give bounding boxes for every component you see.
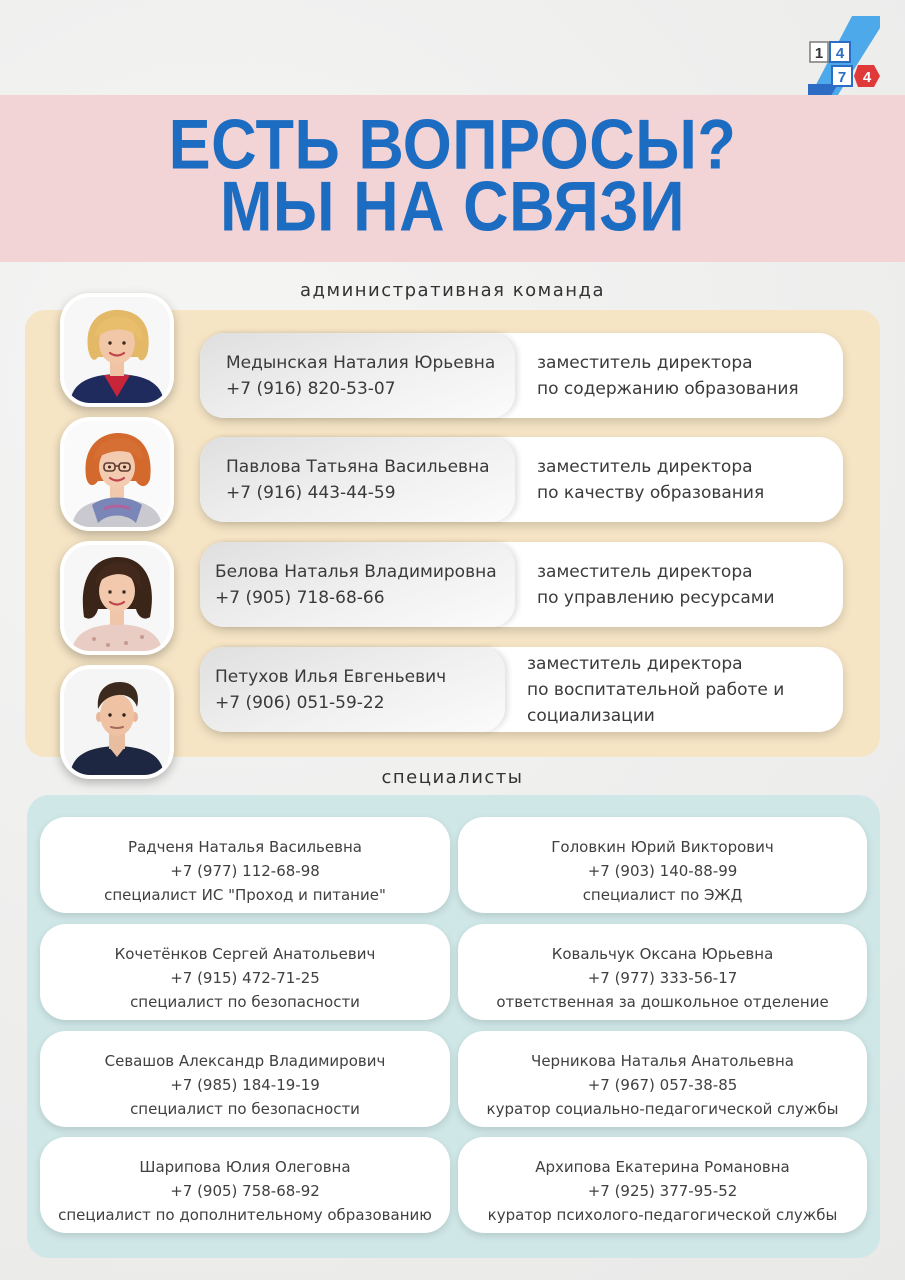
contact-position: специалист по безопасности: [130, 1100, 360, 1118]
contact-position: специалист ИС "Проход и питание": [104, 886, 386, 904]
specialist-card: [458, 1031, 867, 1127]
position-line: социализации: [527, 705, 655, 726]
contact-name: Радченя Наталья Васильевна: [128, 838, 362, 856]
contact-name: Кочетёнков Сергей Анатольевич: [114, 945, 376, 963]
portrait-photo: [64, 545, 170, 651]
contact-phone: +7 (916) 443-44-59: [226, 482, 396, 503]
portrait-photo: [64, 669, 170, 775]
contact-phone: +7 (967) 057-38-85: [587, 1076, 738, 1094]
portrait-photo: [64, 297, 170, 403]
position-panel: [537, 437, 764, 522]
contact-name: Шарипова Юлия Олеговна: [139, 1158, 351, 1176]
contact-phone: +7 (916) 820-53-07: [226, 378, 396, 399]
contact-phone: +7 (915) 472-71-25: [170, 969, 320, 987]
name-phone-panel: [200, 647, 505, 732]
contact-position: специалист по безопасности: [130, 993, 360, 1011]
contact-phone: +7 (977) 112-68-98: [170, 862, 320, 880]
specialist-card: [40, 817, 450, 913]
logo-digit: 4: [835, 45, 845, 62]
contact-phone: +7 (905) 718-68-66: [215, 587, 385, 608]
contact-phone: +7 (905) 758-68-92: [170, 1182, 320, 1200]
contact-position: куратор психолого-педагогической службы: [487, 1206, 838, 1224]
contact-phone: +7 (906) 051-59-22: [215, 692, 385, 713]
contact-name: Архипова Екатерина Романовна: [535, 1158, 790, 1176]
contact-phone: +7 (903) 140-88-99: [587, 862, 738, 880]
position-line: по воспитательной работе и: [527, 679, 785, 700]
contact-phone: +7 (985) 184-19-19: [170, 1076, 320, 1094]
specialists-section-label: специалисты: [381, 767, 524, 788]
name-phone-panel: [200, 437, 515, 522]
contact-name: Головкин Юрий Викторович: [551, 838, 774, 856]
position-panel: [537, 542, 775, 627]
photo-frame: [60, 541, 174, 655]
page-title-line-1: ЕСТЬ ВОПРОСЫ?: [168, 105, 737, 185]
contact-position: специалист по дополнительному образованию: [58, 1206, 432, 1224]
position-line: по качеству образования: [537, 482, 765, 503]
admin-contact-card: [200, 333, 843, 418]
name-phone-panel: [200, 542, 515, 627]
page-title-line-2: МЫ НА СВЯЗИ: [219, 167, 686, 247]
logo-digit: 7: [837, 69, 847, 86]
specialist-card: [40, 924, 450, 1020]
admin-contact-card: [200, 647, 843, 732]
photo-frame: [60, 293, 174, 407]
portrait-woman-dark-hair: [64, 545, 170, 651]
contact-name: Павлова Татьяна Васильевна: [226, 456, 490, 477]
specialist-card: [40, 1031, 450, 1127]
position-line: по управлению ресурсами: [537, 587, 775, 608]
contact-name: Белова Наталья Владимировна: [215, 561, 497, 582]
position-panel: [527, 647, 784, 732]
portrait-woman-red-hair: [64, 421, 170, 527]
position-line: заместитель директора: [537, 352, 753, 373]
contact-name: Медынская Наталия Юрьевна: [226, 352, 496, 373]
contact-name: Ковальчук Оксана Юрьевна: [551, 945, 774, 963]
position-line: по содержанию образования: [537, 378, 799, 399]
contact-phone: +7 (977) 333-56-17: [587, 969, 738, 987]
contact-position: специалист по ЭЖД: [582, 886, 743, 904]
position-line: заместитель директора: [527, 653, 743, 674]
admin-contact-card: [200, 542, 843, 627]
contact-phone: +7 (925) 377-95-52: [587, 1182, 738, 1200]
position-panel: [537, 333, 799, 418]
portrait-man: [64, 669, 170, 775]
specialist-card: [40, 1137, 450, 1233]
contact-name: Черникова Наталья Анатольевна: [531, 1052, 794, 1070]
portrait-photo: [64, 421, 170, 527]
position-line: заместитель директора: [537, 456, 753, 477]
name-phone-panel: [200, 333, 515, 418]
logo-digit: 1: [814, 45, 824, 62]
photo-frame: [60, 665, 174, 779]
specialist-card: [458, 924, 867, 1020]
portrait-woman-blonde: [64, 297, 170, 403]
photo-frame: [60, 417, 174, 531]
logo-digit: 4: [862, 69, 872, 86]
position-line: заместитель директора: [537, 561, 753, 582]
contact-position: ответственная за дошкольное отделение: [496, 993, 829, 1011]
specialist-card: [458, 1137, 867, 1233]
contact-name: Петухов Илья Евгеньевич: [215, 666, 447, 687]
admin-section-label: административная команда: [300, 280, 605, 301]
specialist-card: [458, 817, 867, 913]
contact-position: куратор социально-педагогической службы: [486, 1100, 839, 1118]
contact-name: Севашов Александр Владимирович: [104, 1052, 386, 1070]
admin-contact-card: [200, 437, 843, 522]
